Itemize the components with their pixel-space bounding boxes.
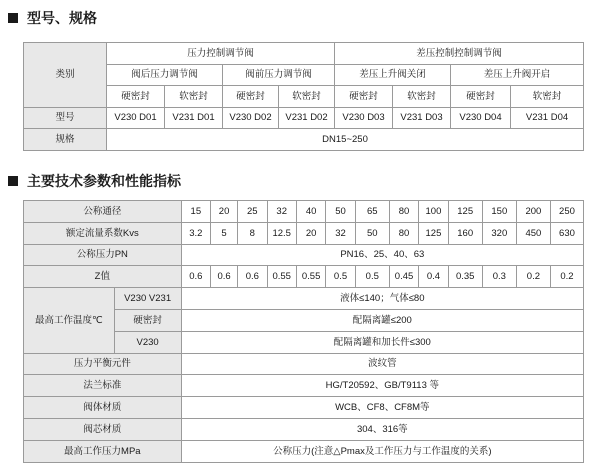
kvs-cell: 160 xyxy=(448,222,482,244)
seal-type-cell: 硬密封 xyxy=(107,86,165,108)
temp-sub-v230-v231: V230 V231 xyxy=(114,288,181,310)
spec-label: 规格 xyxy=(24,129,107,151)
body-material-label: 阀体材质 xyxy=(24,397,182,419)
z-cell: 0.2 xyxy=(516,266,550,288)
z-cell: 0.5 xyxy=(355,266,389,288)
model-cell: V230 D04 xyxy=(451,107,511,129)
seal-type-cell: 软密封 xyxy=(165,86,223,108)
z-cell: 0.6 xyxy=(238,266,267,288)
subgroup-diff-close: 差压上升阀关闭 xyxy=(335,64,451,86)
model-cell: V230 D03 xyxy=(335,107,393,129)
nominal-diameter-cell: 150 xyxy=(482,201,516,223)
model-cell: V231 D01 xyxy=(165,107,223,129)
nominal-diameter-label: 公称通径 xyxy=(24,201,182,223)
pn-label: 公称压力PN xyxy=(24,244,182,266)
kvs-cell: 32 xyxy=(326,222,355,244)
kvs-cell: 12.5 xyxy=(267,222,296,244)
z-cell: 0.4 xyxy=(419,266,448,288)
pn-value: PN16、25、40、63 xyxy=(181,244,583,266)
z-cell: 0.55 xyxy=(267,266,296,288)
kvs-cell: 20 xyxy=(296,222,325,244)
kvs-cell: 450 xyxy=(516,222,550,244)
subgroup-before-pressure: 阀前压力调节阀 xyxy=(223,64,335,86)
model-cell: V231 D04 xyxy=(511,107,584,129)
subgroup-diff-open: 差压上升阀开启 xyxy=(451,64,584,86)
nominal-diameter-cell: 50 xyxy=(326,201,355,223)
section-title: 型号、规格 xyxy=(27,11,97,27)
model-cell: V231 D03 xyxy=(393,107,451,129)
flange-standard-value: HG/T20592、GB/T9113 等 xyxy=(181,375,583,397)
kvs-cell: 8 xyxy=(238,222,267,244)
kvs-cell: 5 xyxy=(211,222,238,244)
nominal-diameter-cell: 32 xyxy=(267,201,296,223)
heading-square-icon xyxy=(8,176,18,186)
temp-value-isolation-extension: 配隔离罐和加长件≤300 xyxy=(181,331,583,353)
nominal-diameter-cell: 125 xyxy=(448,201,482,223)
z-cell: 0.2 xyxy=(550,266,583,288)
nominal-diameter-cell: 80 xyxy=(389,201,418,223)
model-spec-table xyxy=(23,42,584,151)
body-material-value: WCB、CF8、CF8M等 xyxy=(181,397,583,419)
kvs-cell: 125 xyxy=(419,222,448,244)
temp-sub-hard-seal: 硬密封 xyxy=(114,309,181,331)
nominal-diameter-cell: 100 xyxy=(419,201,448,223)
z-cell: 0.3 xyxy=(482,266,516,288)
section-heading-tech-params xyxy=(8,171,181,191)
kvs-cell: 50 xyxy=(355,222,389,244)
flange-standard-label: 法兰标准 xyxy=(24,375,182,397)
seal-type-cell: 软密封 xyxy=(279,86,335,108)
spec-value: DN15~250 xyxy=(107,129,584,151)
nominal-diameter-cell: 25 xyxy=(238,201,267,223)
temp-value-liquid-gas: 液体≤140；气体≤80 xyxy=(181,288,583,310)
z-cell: 0.35 xyxy=(448,266,482,288)
kvs-cell: 3.2 xyxy=(181,222,210,244)
nominal-diameter-cell: 20 xyxy=(211,201,238,223)
balance-element-value: 波纹管 xyxy=(181,353,583,375)
kvs-cell: 80 xyxy=(389,222,418,244)
core-material-value: 304、316等 xyxy=(181,418,583,440)
core-material-label: 阀芯材质 xyxy=(24,418,182,440)
model-cell: V230 D02 xyxy=(223,107,279,129)
group-pressure-control: 压力控制调节阀 xyxy=(107,43,335,65)
z-cell: 0.6 xyxy=(211,266,238,288)
temp-sub-v230: V230 xyxy=(114,331,181,353)
seal-type-cell: 硬密封 xyxy=(223,86,279,108)
max-pressure-value: 公称压力(注意△Pmax及工作压力与工作温度的关系) xyxy=(181,440,583,462)
max-temp-label: 最高工作温度℃ xyxy=(24,288,115,353)
z-cell: 0.6 xyxy=(181,266,210,288)
seal-type-cell: 硬密封 xyxy=(335,86,393,108)
nominal-diameter-cell: 15 xyxy=(181,201,210,223)
category-label: 类别 xyxy=(24,43,107,108)
temp-value-isolation-tank: 配隔离罐≤200 xyxy=(181,309,583,331)
kvs-cell: 630 xyxy=(550,222,583,244)
balance-element-label: 压力平衡元件 xyxy=(24,353,182,375)
subgroup-after-pressure: 阀后压力调节阀 xyxy=(107,64,223,86)
model-label: 型号 xyxy=(24,107,107,129)
kvs-cell: 320 xyxy=(482,222,516,244)
z-cell: 0.45 xyxy=(389,266,418,288)
max-pressure-label: 最高工作压力MPa xyxy=(24,440,182,462)
tech-params-table xyxy=(23,200,584,463)
section-title: 主要技术参数和性能指标 xyxy=(27,174,181,190)
section-heading-model-spec xyxy=(8,8,97,28)
nominal-diameter-cell: 200 xyxy=(516,201,550,223)
z-cell: 0.5 xyxy=(326,266,355,288)
group-diff-pressure-control: 差压控制控制调节阀 xyxy=(335,43,584,65)
seal-type-cell: 软密封 xyxy=(393,86,451,108)
heading-square-icon xyxy=(8,13,18,23)
nominal-diameter-cell: 250 xyxy=(550,201,583,223)
z-label: Z值 xyxy=(24,266,182,288)
nominal-diameter-cell: 40 xyxy=(296,201,325,223)
model-cell: V231 D02 xyxy=(279,107,335,129)
seal-type-cell: 软密封 xyxy=(511,86,584,108)
z-cell: 0.55 xyxy=(296,266,325,288)
nominal-diameter-cell: 65 xyxy=(355,201,389,223)
kvs-label: 额定流量系数Kvs xyxy=(24,222,182,244)
model-cell: V230 D01 xyxy=(107,107,165,129)
seal-type-cell: 硬密封 xyxy=(451,86,511,108)
